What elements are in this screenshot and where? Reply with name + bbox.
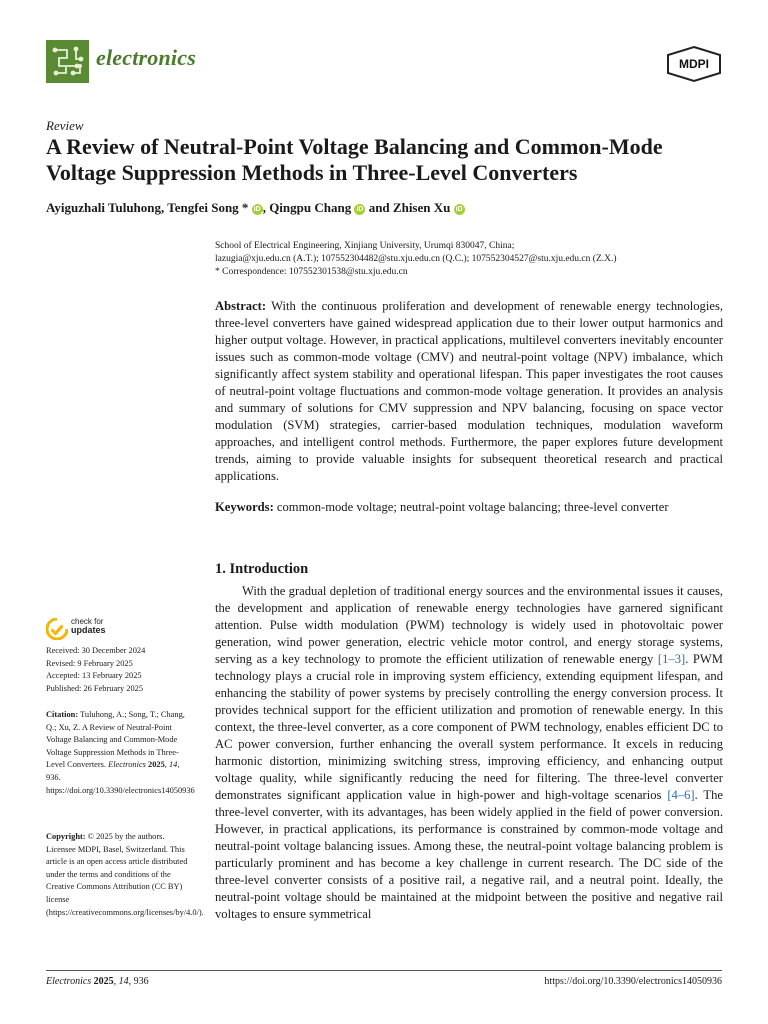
journal-name: electronics [96,45,196,70]
publication-dates [46,645,196,695]
citation-doi[interactable]: , 936. https://doi.org/10.3390/electronics14050936 [46,760,195,795]
keywords-label: Keywords: [215,500,274,514]
orcid-icon[interactable]: iD [455,206,463,213]
footer-page: , 936 [128,976,149,987]
copyright-text: © 2025 by the authors. Licensee MDPI, Basel, Switzerland. This article is an open access article distributed under the terms and conditions of the Creative Commons Attribution (CC BY) license (https://creativecommons.org/licenses/by/4.0/). [46,832,204,917]
citation-block: Citation: Tuluhong, A.; Song, T.; Chang, Q.; Xu, Z. A Review of Neutral-Point Voltage Balancing and Common-Mode Voltage Suppression Methods in Three-Level Converters. Electronics 2025, 14, 936. https://doi.org/10.3390/electronics14050936 [46,710,195,795]
abstract [215,298,723,485]
author-separator: and [365,200,393,215]
published-date: Published: 26 February 2025 [46,683,144,693]
check-updates-line2: updates [71,625,106,635]
keywords [215,499,723,516]
author-name[interactable]: Qingpu Chang [269,200,352,215]
keywords-text: common-mode voltage; neutral-point voltage balancing; three-level converter [276,500,669,514]
check-updates-line1: check for [71,617,104,626]
author-separator: , [262,200,270,215]
copyright-label: Copyright: [46,832,86,841]
orcid-icon[interactable]: iD [356,206,364,213]
author-name[interactable]: Zhisen Xu [392,200,451,215]
footer-doi-link[interactable]: https://doi.org/10.3390/electronics14050936 [544,976,722,987]
affiliations [215,240,735,279]
footer-volume: 14 [118,976,129,987]
received-date: Received: 30 December 2024 [46,646,146,655]
journal-logo-icon [46,40,89,83]
accepted-date: Accepted: 13 February 2025 [46,671,142,681]
footer-citation: Electronics 2025, 14, 936 [46,976,149,987]
citation-link[interactable]: [1–3] [657,652,686,666]
intro-paragraph [215,583,723,923]
affiliation-emails: lazugia@xju.edu.cn (A.T.); 107552304482@stu.xju.edu.cn (Q.C.); 107552304527@stu.xju.edu.cn (Z.X.) [215,254,617,264]
check-updates-icon [46,618,68,640]
revised-date: Revised: 9 February 2025 [46,658,133,668]
citation-text: Tuluhong, A.; Song, T.; Chang, Q.; Xu, Z. A Review of Neutral-Point Voltage Balancing and Common-Mode Voltage Suppression Methods in Three-Level Converters. [46,710,185,770]
intro-text: With the gradual depletion of traditional energy sources and the environmental issues it causes, the development and application of renewable energy technologies have garnered significant attention. Pulse width modulation (PWM) technology is widely used in photovoltaic power generation, wind power generation, electric vehicle motor control, and energy storage systems, serving as a key technology to promote the efficient utilization of renewable energy [215,584,723,666]
orcid-icon[interactable]: iD [253,206,261,213]
footer-divider [46,970,722,971]
abstract-label: Abstract: [215,299,267,313]
correspondence: * Correspondence: 107552301538@stu.xju.edu.cn [215,267,408,277]
copyright-block [46,831,204,919]
intro-text: . The three-level converter, with its advantages, has been widely applied in the field of power conversion. However, in practical applications, its performance is constrained by common-mode voltage and neutral-point voltage balancing issues. Among these, the neutral-point voltage balancing problem is particularly prominent and has become a key challenge in current research. The DC side of the three-level converter consists of a positive rail, a negative rail, and a neutral point. Ideally, the neutral-point voltage should be maintained at the midpoint between the positive and negative rail voltages to ensure symmetrical [215,788,723,921]
footer-year: 2025 [93,976,114,987]
intro-text: . PWM technology plays a crucial role in improving system efficiency, extending equipment lifespan, and enhancing the stability of power systems by precisely controlling the energy conversion process. It provides technical support for the efficient utilization and promotion of renewable energy. In this context, the three-level converter, as a core component of PWM technology, enables efficient DC to AC power conversion, further enhancing the overall system performance. It excels in reducing harmonic distortion, minimizing switching stress, improving efficiency, and enhancing output voltage quality, while significantly reducing the need for filtering. The three-level converter demonstrates significant application value in high-power and high-voltage scenarios [215,652,723,802]
abstract-text: With the continuous proliferation and development of renewable energy technologies, three-level converters have gained widespread application due to their lower output harmonics and higher output voltage. However, in practical applications, multilevel converters inevitably encounter issues such as common-mode voltage (CMV) and neutral-point voltage (NPV) imbalance, which significantly affect system stability and operational lifespan. This paper investigates the root causes of neutral-point voltage fluctuations and common-mode voltage generation. It provides an analysis and summary of solutions for CMV suppression and NPV balancing, focusing on space vector modulation (SVM) strategies, carrier-based modulation techniques, modulation waveform approaches, and intelligent control methods. Furthermore, the paper explores future development trends, aiming to provide valuable insights for subsequent theoretical research and practical applications. [215,299,723,483]
check-for-updates-badge[interactable] [46,617,136,641]
footer-journal: Electronics [46,976,92,987]
citation-label: Citation: [46,710,79,719]
citation-year: 2025 [148,760,165,770]
citation-volume: 14 [168,760,178,770]
section-heading: 1. Introduction [215,561,309,577]
author-list [46,200,465,216]
article-title: A Review of Neutral-Point Voltage Balancing and Common-Mode Voltage Suppression Methods in Three-Level Converters [46,134,663,185]
author-name[interactable]: Ayiguzhali Tuluhong, [46,200,168,215]
citation-journal: Electronics [108,760,146,770]
article-type: Review [46,118,84,133]
publisher-name: MDPI [679,57,709,71]
citation-link[interactable]: [4–6] [667,788,695,802]
author-name[interactable]: Tengfei Song * [167,200,249,215]
affiliation-line: School of Electrical Engineering, Xinjiang University, Urumqi 830047, China; [215,241,515,251]
publisher-logo [664,45,724,83]
